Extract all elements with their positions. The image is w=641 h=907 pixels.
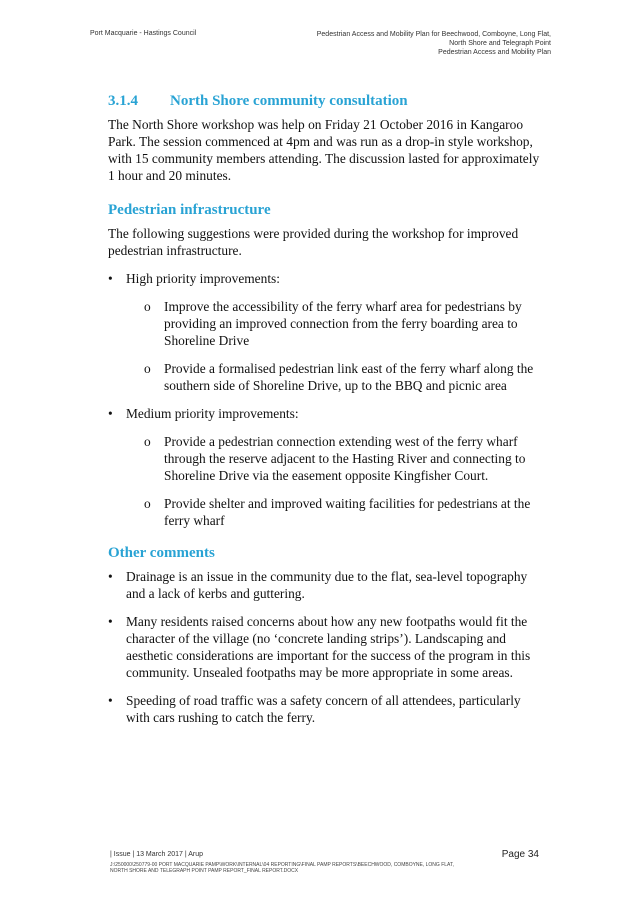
- list-item: [108, 270, 543, 394]
- bullet-icon: •: [108, 693, 113, 708]
- list-item: [126, 360, 543, 394]
- bullet-icon: •: [108, 614, 113, 629]
- bullet-icon: •: [108, 406, 113, 421]
- section-heading: [108, 93, 543, 110]
- page-content: [108, 93, 543, 726]
- circle-bullet-icon: o: [144, 361, 151, 376]
- list-item-text: Speeding of road traffic was a safety concern of all attendees, particularly with cars rushing to catch the ferry.: [126, 693, 521, 725]
- list-item-text: Provide shelter and improved waiting facilities for pedestrians at the ferry wharf: [164, 496, 531, 528]
- list-item: [108, 405, 543, 529]
- list-item: [126, 298, 543, 349]
- circle-bullet-icon: o: [144, 496, 151, 511]
- list-item: [108, 692, 543, 726]
- section-intro-paragraph: The North Shore workshop was help on Friday 21 October 2016 in Kangaroo Park. The session commenced at 4pm and was run as a drop-in style workshop, with 15 community members attending. The discussion lasted for approximately 1 hour and 20 minutes.: [108, 117, 540, 183]
- circle-bullet-icon: o: [144, 434, 151, 449]
- header-council-name: Port Macquarie - Hastings Council: [90, 30, 197, 37]
- other-comments-list: [108, 568, 543, 726]
- section-title: North Shore community consultation: [170, 93, 408, 109]
- bullet-icon: •: [108, 569, 113, 584]
- high-priority-list: [126, 298, 543, 394]
- header-title-line: Pedestrian Access and Mobility Plan: [438, 49, 551, 56]
- list-item: [126, 495, 543, 529]
- list-item-text: Provide a formalised pedestrian link east of the ferry wharf along the southern side of Shoreline Drive, up to the BBQ and picnic area: [164, 361, 534, 393]
- page-number: Page 34: [501, 849, 539, 860]
- medium-priority-list: [126, 433, 543, 529]
- section-number: 3.1.4: [108, 93, 138, 109]
- circle-bullet-icon: o: [144, 299, 151, 314]
- list-item: [108, 613, 543, 681]
- list-item: [108, 568, 543, 602]
- high-priority-label: High priority improvements:: [126, 271, 280, 286]
- footer-file-path: J:\250000\250779-00 PORT MACQUARIE PAMP\WORK\INTERNAL\04 REPORTING\FINAL PAMP REPORTS\BEECHWOOD, COMBOYNE, LONG FLAT, NORTH SHORE AND TELEGRAPH POINT PAMP REPORT_FINAL REPORT.DOCX: [110, 862, 454, 874]
- header-document-title: [317, 30, 551, 57]
- header-title-line: North Shore and Telegraph Point: [449, 40, 551, 47]
- pedestrian-intro-paragraph: The following suggestions were provided during the workshop for improved pedestrian infrastructure.: [108, 226, 519, 258]
- medium-priority-label: Medium priority improvements:: [126, 406, 299, 421]
- footer-issue: | Issue | 13 March 2017 | Arup: [110, 851, 204, 858]
- header-title-line: Pedestrian Access and Mobility Plan for Beechwood, Comboyne, Long Flat,: [316, 31, 551, 38]
- bullet-icon: •: [108, 271, 113, 286]
- list-item-text: Improve the accessibility of the ferry wharf area for pedestrians by providing an improved connection from the ferry boarding area to Shoreline Drive: [164, 299, 522, 348]
- list-item-text: Drainage is an issue in the community due to the flat, sea-level topography and a lack of kerbs and guttering.: [126, 569, 528, 601]
- list-item: [126, 433, 543, 484]
- list-item-text: Provide a pedestrian connection extending west of the ferry wharf through the reserve adjacent to the Hasting River and connecting to Shoreline Drive via the easement opposite Kingfisher Court.: [164, 434, 526, 483]
- list-item-text: Many residents raised concerns about how any new footpaths would fit the character of the village (no ‘concrete landing strips’). Landscaping and aesthetic considerations are important for the success of the program in this community. Unsealed footpaths may be more appropriate in some areas.: [126, 614, 531, 680]
- other-comments-heading: Other comments: [108, 545, 215, 561]
- pedestrian-infrastructure-heading: Pedestrian infrastructure: [108, 202, 271, 218]
- priority-list: [108, 270, 543, 529]
